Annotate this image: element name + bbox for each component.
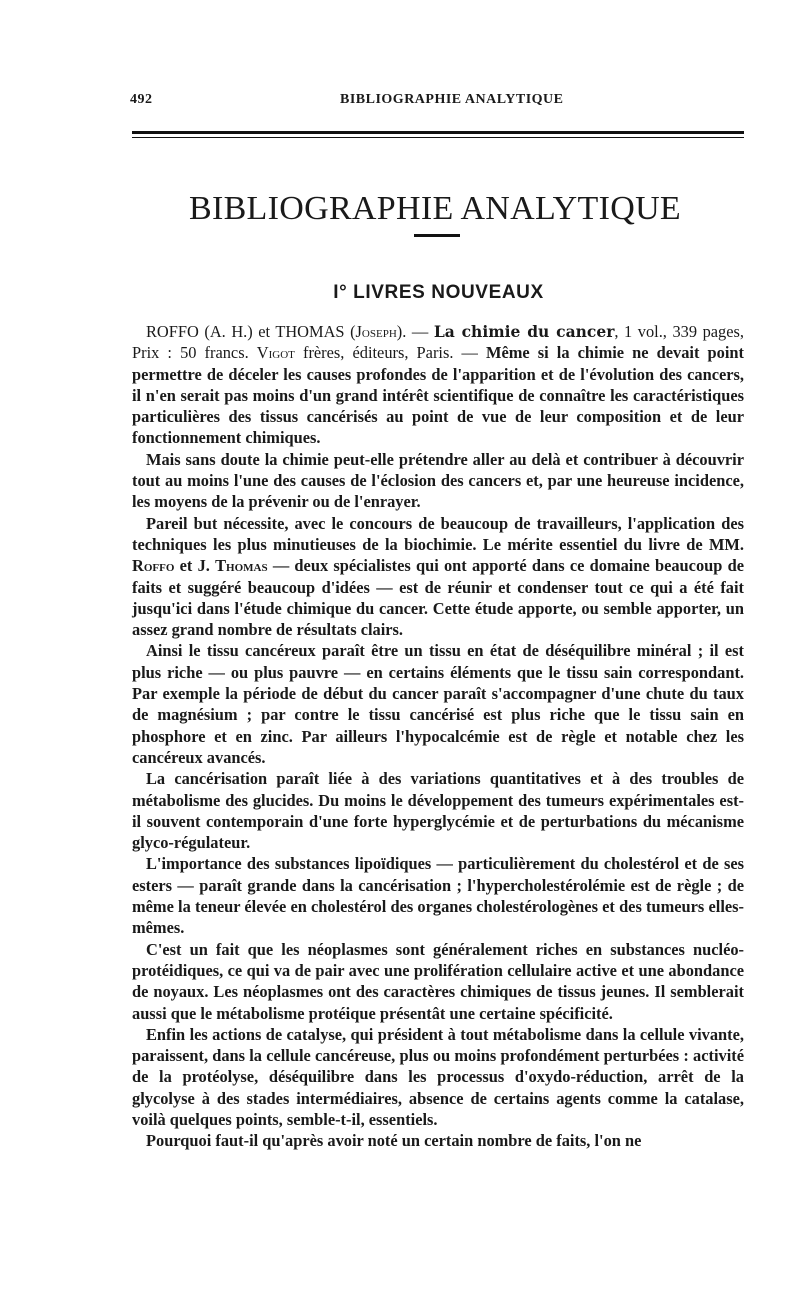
author-first-name: Joseph [355, 322, 397, 341]
paragraph-9: Pourquoi faut-il qu'après avoir noté un certain nombre de faits, l'on ne [146, 1131, 642, 1151]
running-title: BIBLIOGRAPHIE ANALYTIQUE [340, 92, 564, 107]
authors: ROFFO (A. H.) et THOMAS ( [146, 322, 356, 341]
paragraph-8: Enfin les actions de catalyse, qui président à tout métabolisme dans la cellule vivante, paraissent, dans la cellule cancéreuse, plus ou moins profondément perturbées : activité de la protéolyse, déséquilibre dans les processus d'oxydo-réduction, arrêt de la glycolyse à des stades intermédiaires, absence de certains agents comme la catalase, voilà quelques points, semble-t-il, essentiels. [132, 1024, 744, 1129]
paragraph-1-text: Même si la chimie ne devait point permettre de déceler les causes profondes de l'apparition et de l'évolution des cancers, il n'en serait pas moins d'un grand intérêt scientifique de connaître les caractéristiques particulières des tissus cancérisés au point de vue de leur composition et de leur fonctionnement chimiques. [132, 343, 744, 448]
paragraph-6: L'importance des substances lipoïdiques — particulièrement du cholestérol et de ses esters — paraît grande dans la cancérisation ; l'hypercholestérolémie est de règle ; de même la teneur élevée en cholestérol des organes cholestérologènes et des tumeurs elles-mêmes. [132, 854, 744, 938]
book-title: La chimie du cancer [433, 322, 615, 341]
author-name-roffo: Roffo [132, 556, 175, 576]
section-heading: I° LIVRES NOUVEAUX [333, 282, 544, 303]
paragraph-3-part-a: Pareil but nécessite, avec le concours de beaucoup de travailleurs, l'application des techniques les plus minutieuses de la biochimie. Le mérite essentiel du livre de MM. [132, 513, 744, 554]
publisher-name: Vigot [256, 343, 295, 363]
page-title: BIBLIOGRAPHIE ANALYTIQUE [188, 190, 682, 227]
paragraph-7: C'est un fait que les néoplasmes sont généralement riches en substances nucléo-protéidiques, ce qui va de pair avec une prolifération cellulaire active et une abondance de noyaux. Les néoplasmes ont des caractères chimiques de tissus jeunes. Il semblerait aussi que le métabolisme protéique présentât une certaine spécificité. [132, 939, 744, 1023]
page-number: 492 [130, 92, 153, 107]
paragraph-3-part-b: et J. [174, 556, 216, 576]
paragraph-3 [132, 513, 744, 641]
body-text [132, 321, 744, 1152]
running-head [130, 92, 745, 112]
paragraph-3-part-c: — deux spécialistes qui ont apporté dans ce domaine beaucoup de faits et suggéré beaucoup d'idées — est de réunir et condenser tout ce qui a été fait jusqu'ici dans l'étude chimique du cancer. Cette étude apporte, ou semble apporter, un assez grand nombre de résultats clairs. [132, 556, 744, 640]
publication-info: , 1 vol., 339 pages, Prix : 50 francs. [132, 322, 744, 363]
title-underline [414, 234, 460, 237]
paragraph-4: Ainsi le tissu cancéreux paraît être un tissu en état de déséquilibre minéral ; il est plus riche — ou plus pauvre — en certains éléments que le tissu sain correspondant. Par exemple la période de début du cancer paraît s'accompagner d'une chute du taux de magnésium ; par contre le tissu cancérisé est plus riche que le tissu sain en phosphore et en zinc. Par ailleurs l'hypocalcémie est de règle et notable chez les cancéreux avancés. [132, 641, 744, 767]
paragraph-2: Mais sans doute la chimie peut-elle prétendre aller au delà et contribuer à découvrir tout au moins l'une des causes de l'éclosion des cancers et, par une heureuse incidence, les moyens de la prévenir ou de l'enrayer. [132, 449, 744, 512]
paragraph-5: La cancérisation paraît liée à des variations quantitatives et à des troubles de métabolisme des glucides. Du moins le développement des tumeurs expérimentales est-il souvent contemporain d'une forte hyperglycémie et de perturbations du mécanisme glyco-régulateur. [132, 769, 744, 853]
header-rule-thin [132, 137, 744, 138]
paragraph-entry [132, 321, 744, 449]
publication-place: frères, éditeurs, Paris. — [294, 343, 487, 363]
header-rule-thick [132, 131, 744, 134]
author-name-thomas: Thomas [215, 556, 268, 576]
authors-close: ). — [396, 322, 434, 341]
